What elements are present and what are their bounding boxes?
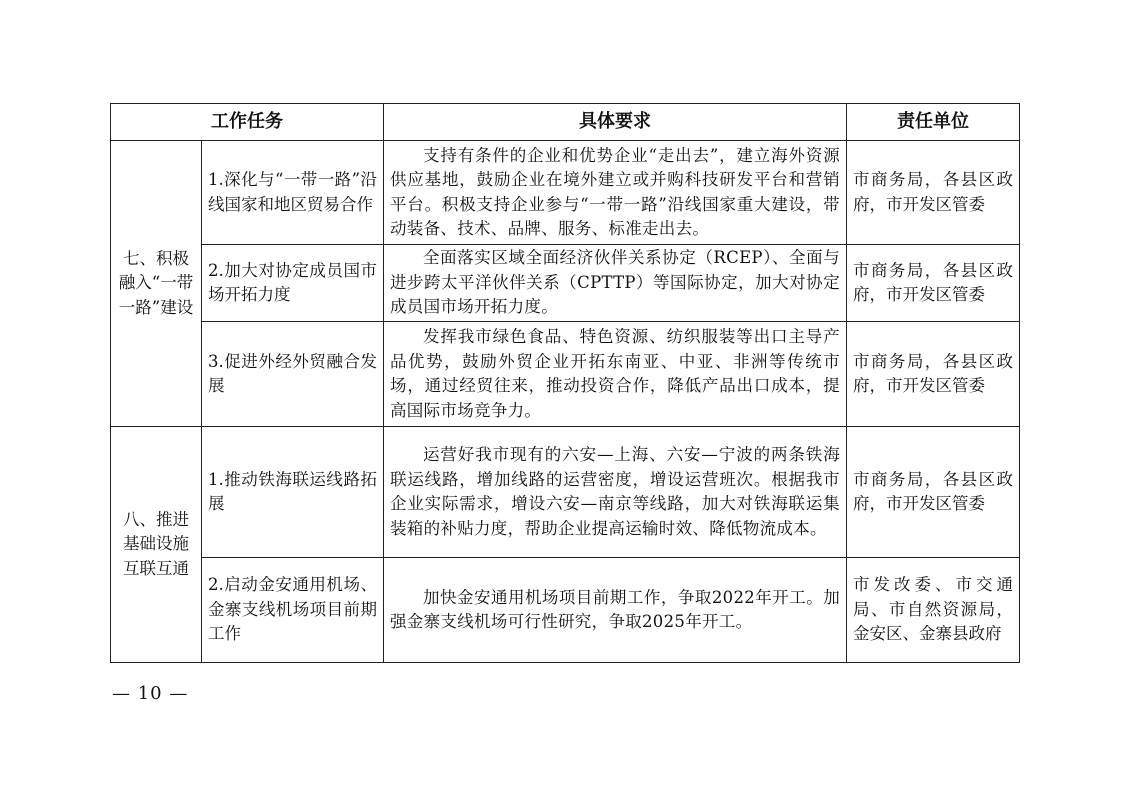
- task-table: [110, 103, 1020, 663]
- unit-cell: 市商务局，各县区政府，市开发区管委: [847, 322, 1020, 427]
- header-task: 工作任务: [111, 104, 384, 141]
- task-cell: 1.深化与“一带一路”沿线国家和地区贸易合作: [202, 141, 384, 245]
- table-row: [111, 427, 1020, 558]
- requirement-cell: 运营好我市现有的六安—上海、六安—宁波的两条铁海联运线路，增加线路的运营密度，增设运营班次。根据我市企业实际需求，增设六安—南京等线路，加大对铁海联运集装箱的补贴力度，帮助企业提高运输时效、降低物流成本。: [384, 427, 847, 558]
- task-cell: 2.启动金安通用机场、金寨支线机场项目前期工作: [202, 558, 384, 663]
- unit-cell: 市商务局，各县区政府，市开发区管委: [847, 245, 1020, 322]
- header-requirement: 具体要求: [384, 104, 847, 141]
- table-row: [111, 245, 1020, 322]
- table-row: [111, 558, 1020, 663]
- unit-cell: 市商务局，各县区政府，市开发区管委: [847, 141, 1020, 245]
- requirement-cell: 全面落实区域全面经济伙伴关系协定（RCEP）、全面与进步跨太平洋伙伴关系（CPTTP）等国际协定，加大对协定成员国市场开拓力度。: [384, 245, 847, 322]
- category-cell: 七、积极融入“一带一路”建设: [111, 141, 202, 427]
- task-cell: 2.加大对协定成员国市场开拓力度: [202, 245, 384, 322]
- table-row: [111, 141, 1020, 245]
- requirement-cell: 支持有条件的企业和优势企业“走出去”，建立海外资源供应基地，鼓励企业在境外建立或并购科技研发平台和营销平台。积极支持企业参与“一带一路”沿线国家重大建设，带动装备、技术、品牌、服务、标准走出去。: [384, 141, 847, 245]
- task-cell: 1.推动铁海联运线路拓展: [202, 427, 384, 558]
- page-number: — 10 —: [112, 683, 189, 704]
- header-unit: 责任单位: [847, 104, 1020, 141]
- unit-cell: 市发改委、市交通局、市自然资源局，金安区、金寨县政府: [847, 558, 1020, 663]
- requirement-cell: 发挥我市绿色食品、特色资源、纺织服装等出口主导产品优势，鼓励外贸企业开拓东南亚、中亚、非洲等传统市场，通过经贸往来，推动投资合作，降低产品出口成本，提高国际市场竞争力。: [384, 322, 847, 427]
- table-row: [111, 322, 1020, 427]
- requirement-cell: 加快金安通用机场项目前期工作，争取2022年开工。加强金寨支线机场可行性研究，争取2025年开工。: [384, 558, 847, 663]
- task-cell: 3.促进外经外贸融合发展: [202, 322, 384, 427]
- table-header-row: [111, 104, 1020, 141]
- category-cell: 八、推进基础设施互联互通: [111, 427, 202, 663]
- unit-cell: 市商务局，各县区政府，市开发区管委: [847, 427, 1020, 558]
